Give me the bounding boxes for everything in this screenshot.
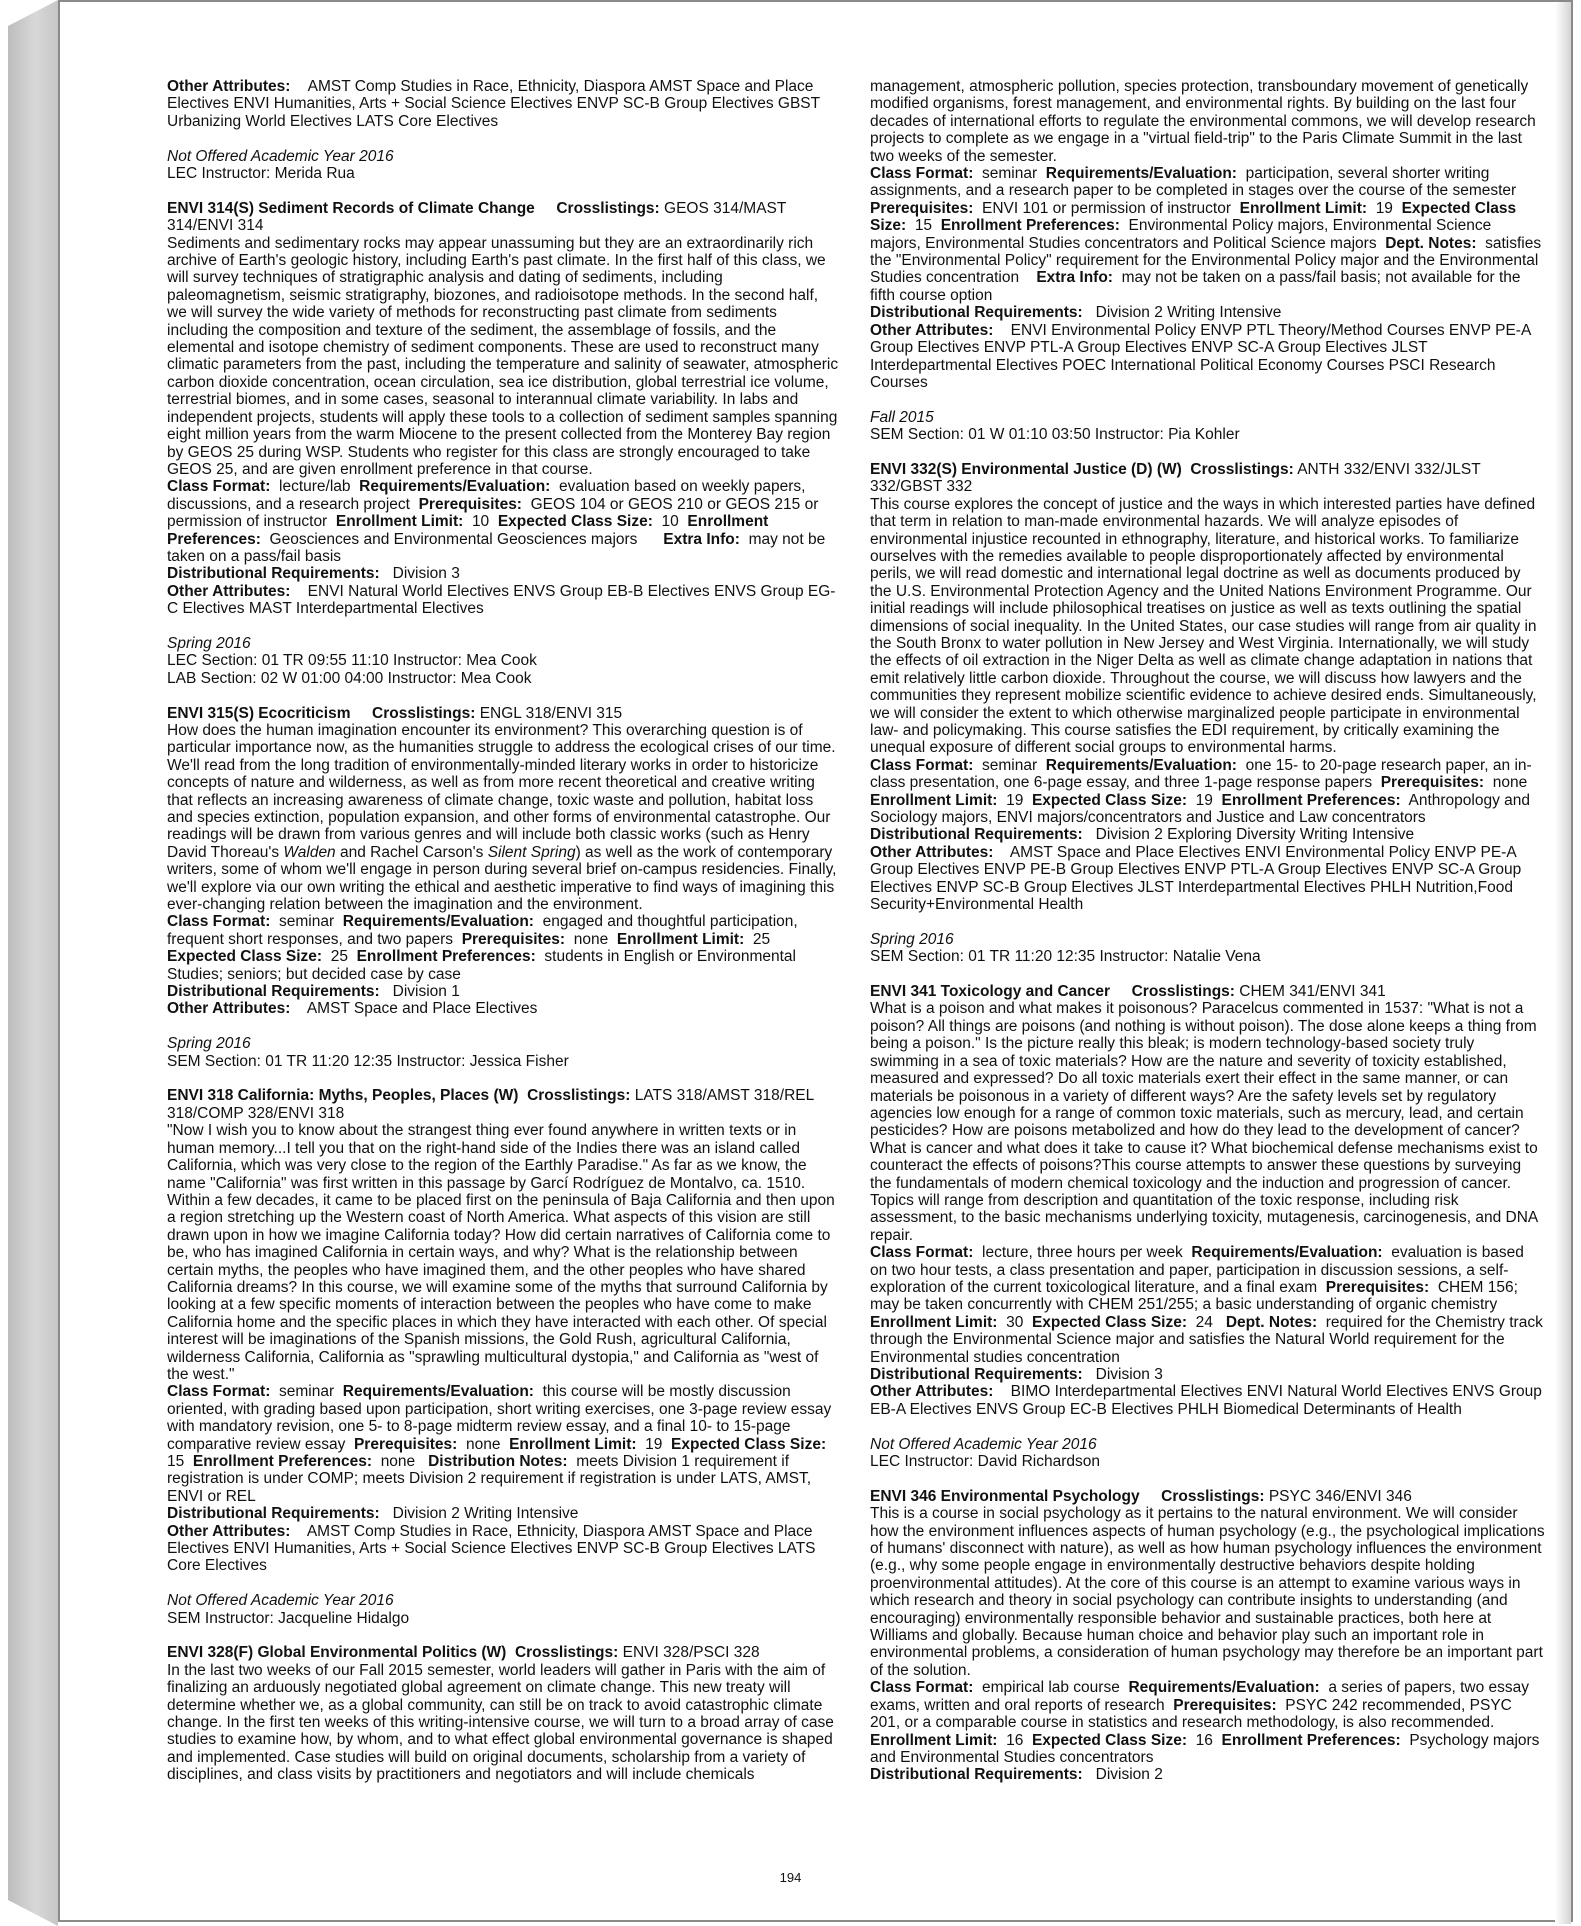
offering-term: Not Offered Academic Year 2016 [167, 147, 394, 165]
course-details: Class Format: seminar Requirements/Evaluation: this course will be mostly discussion oriented, with grading based upon participation, short writing exercises, one 3-page review essay with mandatory revision, one 5- to 8-page midterm review essay, and a final 10- to 15-page comparative review essay Prerequisites: none Enrollment Limit: 19 Expected Class Size: 15 Enrollment Preferences: none Distribution Notes: meets Division 1 requirement if registration is under COMP; meets Division 2 requirement if registration is under LATS, AMST, ENVI or REL [167, 1383, 832, 1505]
course-details: Class Format: lecture, three hours per week Requirements/Evaluation: evaluation is based on two hour tests, a class presentation and paper, participation in discussion sessions, a self-exploration of the current toxicological literature, and a final exam Prerequisites: CHEM 156; may be taken concurrently with CHEM 251/255; a basic understanding of organic chemistry Enrollment Limit: 30 Expected Class Size: 24 Dept. Notes: required for the Chemistry track through the Environmental Science major and satisfies the Natural World requirement for the Environmental studies concentration [870, 1244, 1543, 1366]
course-heading: ENVI 341 Toxicology and Cancer Crosslistings: CHEM 341/ENVI 341 [870, 983, 1386, 1001]
distributional-requirements: Distributional Requirements: Division 3 [870, 1366, 1163, 1383]
course-details: Class Format: seminar Requirements/Evaluation: participation, several shorter writing assignments, and a research paper to be completed in stages over the course of the semester Prerequisites: ENVI 101 or permission of instructor Enrollment Limit: 19 Expected Class Size: 15 Enrollment Preferences: Environmental Policy majors, Environmental Science majors, Environmental Studies concentrators and Political Science majors Dept. Notes: satisfies the "Environmental Policy" requirement for the Environmental Policy major and the Environmental Studies concentration Extra Info: may not be taken on a pass/fail basis; not available for the fifth course option [870, 165, 1542, 304]
course-envi-328-continued [870, 78, 1545, 444]
offering-term: Spring 2016 [167, 1035, 251, 1053]
course-heading: ENVI 318 California: Myths, Peoples, Places (W) Crosslistings: LATS 318/AMST 318/REL 318/COMP 328/ENVI 318 [167, 1087, 814, 1122]
other-attributes: Other Attributes: AMST Space and Place Electives [167, 1000, 538, 1018]
course-heading: ENVI 328(F) Global Environmental Politics (W) Crosslistings: ENVI 328/PSCI 328 [167, 1644, 760, 1662]
page-edge [1555, 2, 1571, 1924]
left-column [167, 78, 842, 1784]
course-envi-318 [167, 1087, 842, 1627]
distributional-requirements: Distributional Requirements: Division 2 Writing Intensive [870, 304, 1282, 322]
distributional-requirements: Distributional Requirements: Division 2 [870, 1766, 1163, 1784]
course-description: In the last two weeks of our Fall 2015 semester, world leaders will gather in Paris with the aim of finalizing an arduously negotiated global agreement on climate change. This new treaty will determine whether we, as a global community, can still be on track to avoid catastrophic climate change. In the first ten weeks of this writing-intensive course, we will turn to a broad array of case studies to examine how, by whom, and to what effect global environmental governance is shaped and implemented. Case studies will build on original documents, scholarship from a variety of disciplines, and class visits by practitioners and negotiators and will include chemicals [167, 1661, 834, 1784]
book-spine [8, 0, 58, 1926]
other-attributes: Other Attributes: ENVI Environmental Policy ENVP PTL Theory/Method Courses ENVP PE-A Group Electives ENVP PTL-A Group Electives ENVP SC-A Group Electives JLST Interdepartmental Electives POEC International Political Economy Courses PSCI Research Courses [870, 321, 1531, 391]
course-details: Class Format: empirical lab course Requirements/Evaluation: a series of papers, two essay exams, written and oral reports of research Prerequisites: PSYC 242 recommended, PSYC 201, or a comparable course in statistics and research methodology, is also recommended. Enrollment Limit: 16 Expected Class Size: 16 Enrollment Preferences: Psychology majors and Environmental Studies concentrators [870, 1679, 1540, 1766]
offering-term: Fall 2015 [870, 408, 934, 426]
right-column [870, 78, 1545, 1784]
offering-term: Not Offered Academic Year 2016 [167, 1592, 394, 1610]
other-attributes: Other Attributes: AMST Space and Place Electives ENVI Environmental Policy ENVP PE-A Group Electives ENVP PE-B Group Electives ENVP PTL-A Group Electives ENVP SC-A Group Electives ENVP SC-B Group Electives JLST Interdepartmental Electives PHLH Nutrition,Food Security+Environmental Health [870, 843, 1522, 914]
course-heading: ENVI 332(S) Environmental Justice (D) (W) Crosslistings: ANTH 332/ENVI 332/JLST 332/GBST 332 [870, 460, 1481, 496]
course-description: This is a course in social psychology as it pertains to the natural environment. We will consider how the environment influences aspects of human psychology (e.g., the psychological implications of humans' disconnect with nature), as well as how human psychology influences the environment (e.g., why some people engage in environmentally destructive behaviors despite holding proenvironmental attitudes). At the core of this course is an attempt to examine various ways in which research and theory in social psychology can contribute insights to understanding (and encouraging) environmentally responsible behavior and sustainable practices, both here at Williams and globally. Because human choice and behavior play such an important role in environmental problems, a consideration of human psychology may therefore be an important part of the solution. [870, 1505, 1545, 1679]
page-number: 194 [779, 1870, 802, 1885]
section-line: LEC Instructor: David Richardson [870, 1453, 1101, 1471]
offering-term: Spring 2016 [870, 930, 954, 948]
course-envi-328 [167, 1644, 842, 1783]
section-line: SEM Section: 01 W 01:10 03:50 Instructor: Pia Kohler [870, 426, 1240, 444]
course-description: How does the human imagination encounter its environment? This overarching question is of particular importance now, as the humanities struggle to address the ecological crises of our time. We'll read from the long tradition of environmentally-minded literary works in order to historicize concepts of nature and wilderness, as well as from more recent theoretical and creative writing that reflects an increasing awareness of climate change, toxic waste and pollution, habitat loss and species extinction, population expansion, and other forms of environmental catastrophe. Our readings will be drawn from various genres and will include both classic works (such as Henry David Thoreau's Walden and Rachel Carson's Silent Spring) as well as the work of contemporary writers, some of whom we'll engage in person during several brief on-campus residencies. Finally, we'll explore via our own writing the ethical and aesthetic imperative to find ways of imagining this ever-changing relation between the imagination and the environment. [167, 721, 837, 914]
course-envi-314 [167, 200, 842, 687]
course-description: Sediments and sedimentary rocks may appear unassuming but they are an extraordinarily rich archive of Earth's geologic history, including Earth's past climate. In the first half of this class, we will survey techniques of stratigraphic analysis and dating of sediments, including paleomagnetism, seismic stratigraphy, biozones, and radioisotope methods. In the second half, we will survey the wide variety of methods for reconstructing past climate from sediments including the composition and texture of the sediment, the assemblage of fossils, and the elemental and isotope chemistry of sediment components. These are used to reconstruct many climatic parameters from the past, including the temperature and salinity of seawater, atmospheric carbon dioxide concentration, ocean circulation, sea ice distribution, global terrestrial ice volume, terrestrial biomes, and in some cases, seasonal to interannual climate variability. In labs and independent projects, students will apply these tools to a collection of sediment samples spanning eight million years from the warm Miocene to the present collected from the Monterey Bay region by GEOS 25 during WSP. Students who register for this class are strongly encouraged to take GEOS 25, and are given enrollment preference in that course. [167, 234, 839, 478]
section-line: LAB Section: 02 W 01:00 04:00 Instructor: Mea Cook [167, 669, 532, 687]
course-details: Class Format: seminar Requirements/Evaluation: engaged and thoughtful participation, frequent short responses, and two papers Prerequisites: none Enrollment Limit: 25 Expected Class Size: 25 Enrollment Preferences: students in English or Environmental Studies; seniors; but decided case by case [167, 913, 798, 983]
section-line: SEM Instructor: Jacqueline Hidalgo [167, 1609, 410, 1627]
distributional-requirements: Distributional Requirements: Division 3 [167, 565, 460, 583]
course-details: Class Format: seminar Requirements/Evaluation: one 15- to 20-page research paper, an in-class presentation, one 6-page essay, and three 1-page response papers Prerequisites: none Enrollment Limit: 19 Expected Class Size: 19 Enrollment Preferences: Anthropology and Sociology majors, ENVI majors/concentrators and Justice and Law concentrators [870, 756, 1532, 827]
course-heading: ENVI 346 Environmental Psychology Crosslistings: PSYC 346/ENVI 346 [870, 1487, 1412, 1505]
section-line: LEC Section: 01 TR 09:55 11:10 Instructor: Mea Cook [167, 652, 537, 670]
offering-detail: LEC Instructor: Merida Rua [167, 165, 355, 183]
distributional-requirements: Distributional Requirements: Division 2 Writing Intensive [167, 1505, 579, 1523]
offering-term: Spring 2016 [167, 634, 251, 652]
other-attributes: Other Attributes: BIMO Interdepartmental Electives ENVI Natural World Electives ENVS Group EB-A Electives ENVS Group EC-B Electives PHLH Biomedical Determinants of Health [870, 1383, 1542, 1418]
course-envi-315 [167, 705, 842, 1071]
course-description: This course explores the concept of justice and the ways in which interested parties have defined that term in relation to man-made environmental hazards. We will analyze episodes of environmental injustice recounted in ethnography, literature, and historical works. To familiarize ourselves with the remedies available to people disproportionately affected by environmental perils, we will read domestic and international legal doctrine as well as documents produced by the U.S. Environmental Protection Agency and the United Nations Environment Programme. Our initial readings will include philosophical treatises on justice as well as texts outlining the spatial dimensions of social inequality. In the United States, our case studies will range from air quality in the South Bronx to water pollution in New Jersey and West Virginia. Internationally, we will study the effects of oil extraction in the Niger Delta as well as climate change adaptation in nations that emit relatively little carbon dioxide. Throughout the course, we will discuss how lawyers and the communities they represent mobilize scientific evidence to achieve desired ends. Simultaneously, we will consider the extent to which otherwise marginalized people participate in environmental law- and policymaking. This course satisfies the EDI requirement, by critically examining the unequal exposure of different social groups to environmental harms. [870, 495, 1537, 757]
course-description: "Now I wish you to know about the strangest thing ever found anywhere in written texts or in human memory...I tell you that on the right-hand side of the Indies there was an island called California, which was very close to the region of the Earthly Paradise." As far as we know, the name "California" was first written in this passage by Garcí Rodríguez de Montalvo, ca. 1510. Within a few decades, it came to be placed first on the peninsula of Baja California and then upon a region stretching up the Western coast of North America. What aspects of this vision are still drawn upon in how we imagine California today? How did certain narratives of California come to be, who has imagined California in certain ways, and why? What is the relationship between certain myths, the peoples who have imagined them, and the other peoples who have shared California dreams? In this course, we will examine some of the myths that surround California by looking at a few specific moments of interaction between the peoples who have come to make California home and the specific places in which they have interacted with each other. Of special interest will be imaginations of the Spanish missions, the Gold Rush, agricultural California, wilderness California, California as "sprawling multicultural dystopia," and California as "west of the west." [167, 1122, 835, 1383]
course-description: management, atmospheric pollution, species protection, transboundary movement of genetically modified organisms, forest management, and environmental rights. By building on the last four decades of international efforts to regulate the environmental commons, we will develop research projects to complete as we engage in a "virtual field-trip" to the Paris Climate Summit in the last two weeks of the semester. [870, 78, 1536, 165]
course-envi-332 [870, 461, 1545, 966]
course-heading: ENVI 314(S) Sediment Records of Climate Change Crosslistings: GEOS 314/MAST 314/ENVI 314 [167, 199, 787, 235]
section-line: SEM Section: 01 TR 11:20 12:35 Instructor: Natalie Vena [870, 948, 1261, 966]
course-envi-346 [870, 1488, 1545, 1784]
section-line: SEM Section: 01 TR 11:20 12:35 Instructor: Jessica Fisher [167, 1052, 569, 1070]
course-details: Class Format: lecture/lab Requirements/Evaluation: evaluation based on weekly papers, discussions, and a research project Prerequisites: GEOS 104 or GEOS 210 or GEOS 215 or permission of instructor Enrollment Limit: 10 Expected Class Size: 10 Enrollment Preferences: Geosciences and Environmental Geosciences majors Extra Info: may not be taken on a pass/fail basis [167, 478, 826, 565]
course-envi-341 [870, 983, 1545, 1470]
offering-term: Not Offered Academic Year 2016 [870, 1435, 1097, 1453]
other-attributes: Other Attributes: AMST Comp Studies in Race, Ethnicity, Diaspora AMST Space and Place Electives ENVI Humanities, Arts + Social Science Electives ENVP SC-B Group Electives LATS Core Electives [167, 1522, 816, 1575]
distributional-requirements: Distributional Requirements: Division 2 Exploring Diversity Writing Intensive [870, 826, 1415, 844]
other-attributes: Other Attributes: ENVI Natural World Electives ENVS Group EB-B Electives ENVS Group EG-C Electives MAST Interdepartmental Electives [167, 582, 836, 618]
other-attributes: Other Attributes: AMST Comp Studies in Race, Ethnicity, Diaspora AMST Space and Place Electives ENVI Humanities, Arts + Social Science Electives ENVP SC-B Group Electives GBST Urbanizing World Electives LATS Core Electives [167, 78, 820, 130]
distributional-requirements: Distributional Requirements: Division 1 [167, 983, 460, 1001]
course-description: What is a poison and what makes it poisonous? Paracelcus commented in 1537: "What is not a poison? All things are poisons (and nothing is without poison). The dose alone keeps a thing from being a poison." Is the picture really this bleak; is modern technology-based society truly swimming in a sea of toxic materials? How are the nature and severity of toxicity established, measured and expressed? Do all toxic materials exert their effect in the same manner, or can materials be poisonous in a variety of different ways? Are the safety levels set by regulatory agencies low enough for a range of common toxic materials, such as mercury, lead, and certain pesticides? How are poisons metabolized and how do they lead to the development of cancer? What is cancer and what does it take to cause it? What biochemical defense mechanisms exist to counteract the effects of poisons?This course attempts to answer these questions by surveying the fundamentals of modern chemical toxicology and the induction and progression of cancer. Topics will range from description and quantitation of the toxic response, including risk assessment, to the basic mechanisms underlying toxicity, mutagenesis, carcinogenesis, and DNA repair. [870, 1000, 1538, 1244]
course-heading: ENVI 315(S) Ecocriticism Crosslistings: ENGL 318/ENVI 315 [167, 704, 623, 722]
